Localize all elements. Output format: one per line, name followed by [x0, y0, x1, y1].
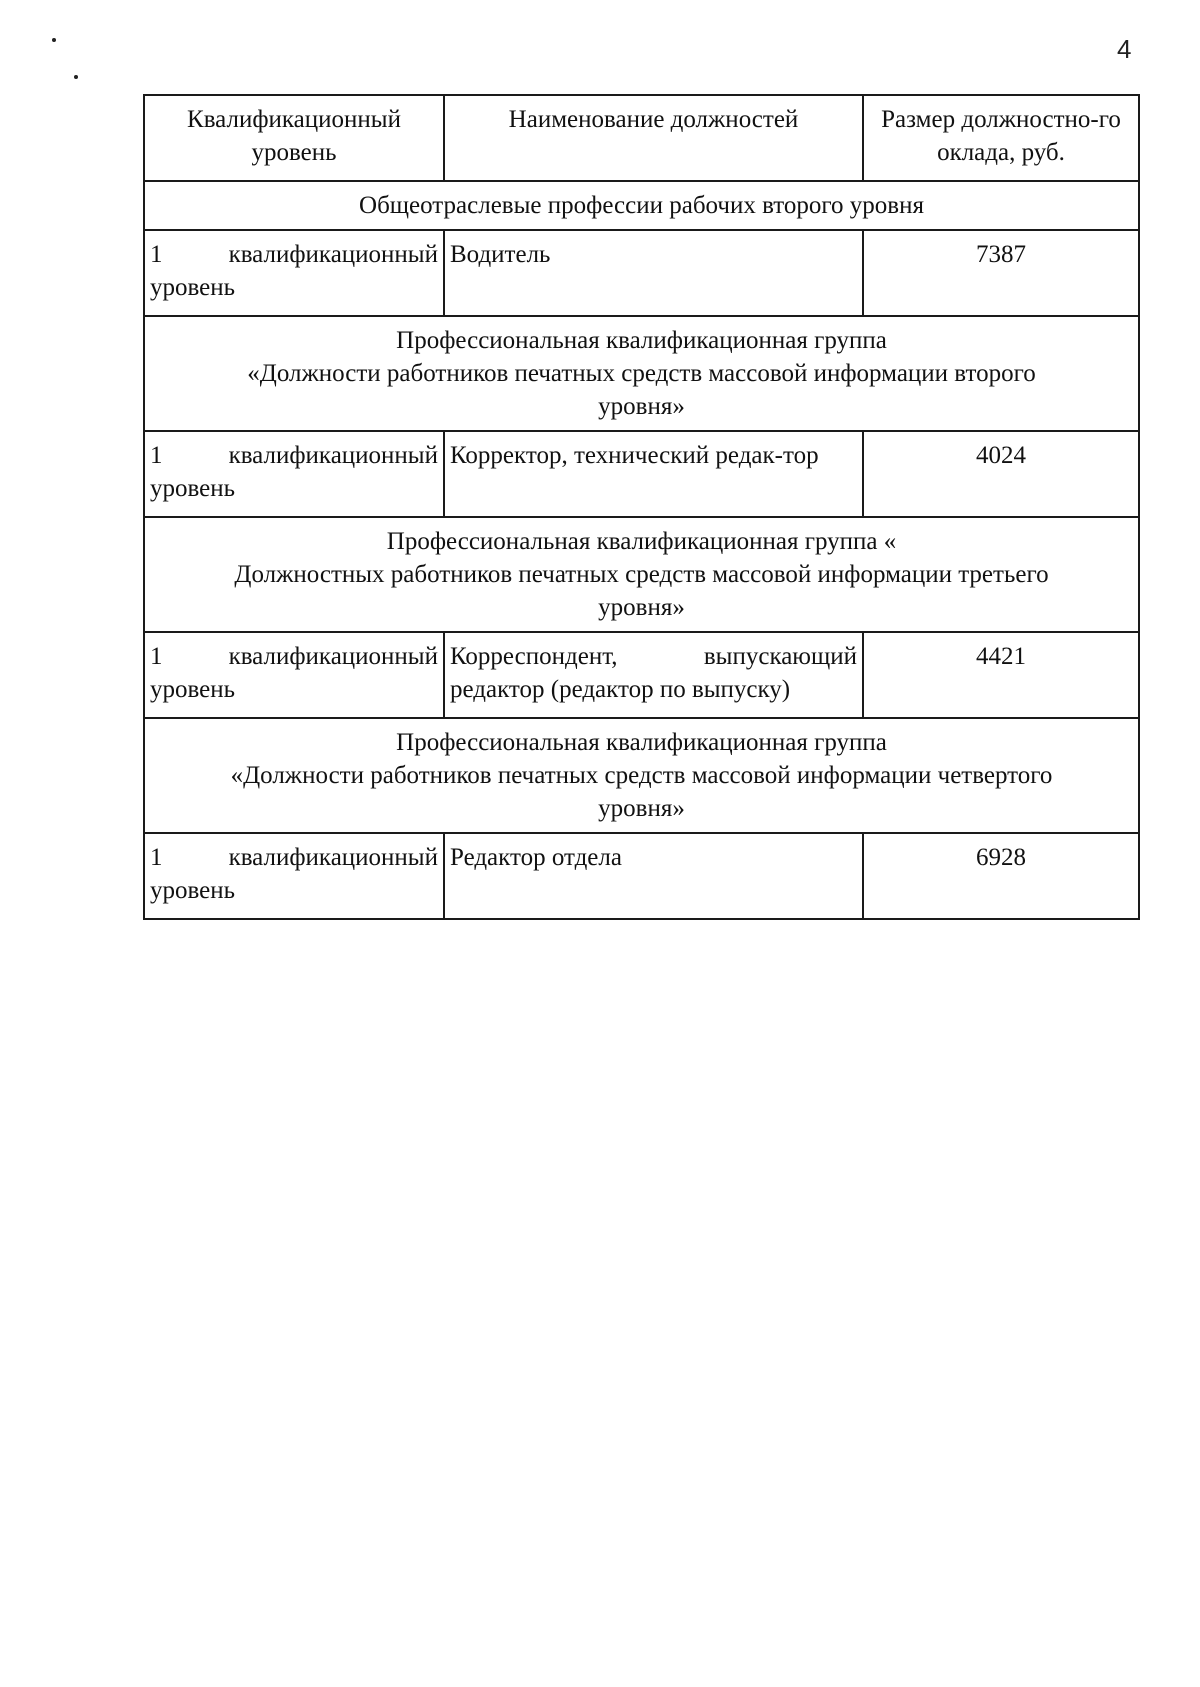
position-name: Водитель: [444, 230, 863, 316]
group-title-line: уровня»: [598, 594, 685, 621]
group-title-line: «Должности работников печатных средств массовой информации второго: [247, 360, 1036, 387]
level-cell: [144, 230, 444, 316]
group-title-line: уровня»: [598, 393, 685, 420]
header-salary: Размер должностно-го оклада, руб.: [863, 95, 1139, 181]
level-number: 1: [150, 643, 163, 670]
group-row: [144, 181, 1139, 230]
level-tail: уровень: [150, 274, 236, 301]
group-row: [144, 316, 1139, 431]
page-number: 4: [1117, 34, 1132, 64]
level-tail: уровень: [150, 877, 236, 904]
salary-table: [143, 94, 1140, 920]
salary-value: 6928: [863, 833, 1139, 919]
level-number: 1: [150, 844, 163, 871]
salary-value: 7387: [863, 230, 1139, 316]
table-header-row: [144, 95, 1139, 181]
salary-value: 4421: [863, 632, 1139, 718]
header-level: Квалификационный уровень: [144, 95, 444, 181]
group-title: [144, 718, 1139, 833]
group-title: [144, 517, 1139, 632]
level-word: квалификационный: [228, 844, 438, 871]
group-row: [144, 517, 1139, 632]
level-cell: [144, 833, 444, 919]
scan-dot: [74, 75, 78, 79]
group-title-line: Общеотраслевые профессии рабочих второго уровня: [359, 192, 924, 219]
level-number: 1: [150, 442, 163, 469]
level-word: квалификационный: [228, 643, 438, 670]
table-row: [144, 431, 1139, 517]
table-row: [144, 833, 1139, 919]
group-title-line: Должностных работников печатных средств массовой информации третьего: [234, 561, 1049, 588]
table-row: [144, 632, 1139, 718]
group-title-line: уровня»: [598, 795, 685, 822]
position-name: Редактор отдела: [444, 833, 863, 919]
group-title-line: Профессиональная квалификационная группа: [396, 729, 887, 756]
group-title-line: Профессиональная квалификационная группа: [396, 327, 887, 354]
position-name: Корреспондент, выпускающий редактор (редактор по выпуску): [444, 632, 863, 718]
level-tail: уровень: [150, 475, 236, 502]
level-cell: [144, 431, 444, 517]
salary-value: 4024: [863, 431, 1139, 517]
level-word: квалификационный: [228, 442, 438, 469]
level-cell: [144, 632, 444, 718]
group-title: [144, 181, 1139, 230]
position-name: Корректор, технический редак-тор: [444, 431, 863, 517]
level-number: 1: [150, 241, 163, 268]
group-row: [144, 718, 1139, 833]
group-title: [144, 316, 1139, 431]
header-position-name: Наименование должностей: [444, 95, 863, 181]
table-row: [144, 230, 1139, 316]
scan-dot: [52, 38, 56, 42]
group-title-line: Профессиональная квалификационная группа «: [386, 528, 897, 555]
level-tail: уровень: [150, 676, 236, 703]
level-word: квалификационный: [228, 241, 438, 268]
group-title-line: «Должности работников печатных средств массовой информации четвертого: [230, 762, 1053, 789]
